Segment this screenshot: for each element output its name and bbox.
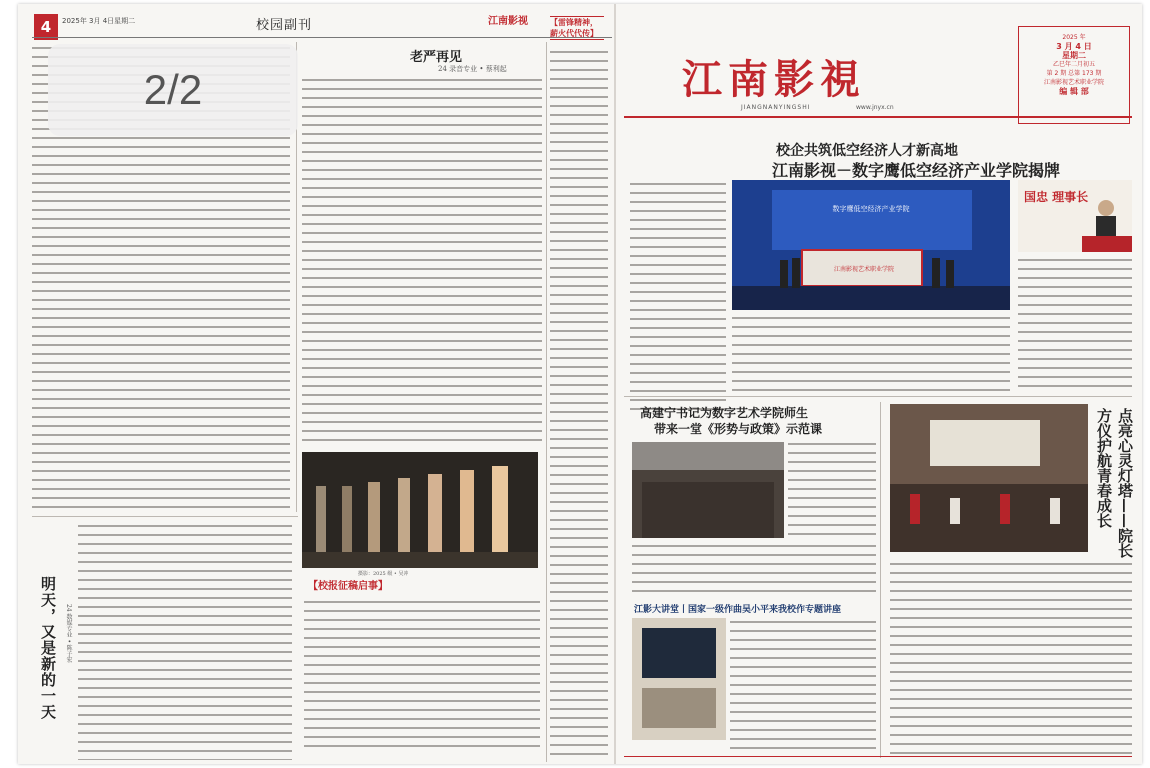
page-date: 2025年 3月 4日星期二 <box>62 17 136 25</box>
lead-text-left <box>630 180 726 414</box>
essay-title: 老严再见 <box>410 50 463 65</box>
lead-photo <box>732 180 1010 310</box>
info-year: 2025 年 <box>1062 34 1086 41</box>
header-rule <box>32 37 612 38</box>
column-divider <box>880 402 881 758</box>
story2-photo <box>632 442 784 538</box>
info-issue: 第 2 期 总第 173 期 <box>1046 70 1102 77</box>
horizontal-divider <box>624 396 1132 397</box>
story2-text <box>788 440 876 538</box>
lead-headline-1: 校企共筑低空经济人才新高地 <box>776 143 958 159</box>
narrow-column-text <box>550 48 608 758</box>
issue-info-box <box>1018 26 1130 124</box>
masthead-url: www.jnyx.cn <box>856 104 894 111</box>
masthead-rule <box>624 116 1132 118</box>
lecture-slide-illustration <box>632 618 726 740</box>
info-label: 编 辑 部 <box>1059 87 1089 96</box>
column-title: 【雷锋精神，薪火代代传】 <box>550 16 604 40</box>
speaker-photo <box>1018 180 1132 252</box>
meeting-room-illustration <box>890 404 1088 552</box>
lead-headline-2: 江南影视－数字鹰低空经济产业学院揭牌 <box>772 161 1061 180</box>
info-weekday: 星期二 <box>1062 51 1086 60</box>
info-publisher: 江南影视艺术职业学院 <box>1043 79 1104 86</box>
story4-photo <box>632 618 726 740</box>
classroom-illustration <box>632 442 784 538</box>
essay-byline: 24 录音专业 • 蔡利起 <box>438 65 507 73</box>
info-date: 3 月 4 日 <box>1056 42 1092 51</box>
building-pillars-illustration <box>302 452 538 568</box>
page-number-badge: 4 <box>34 14 58 40</box>
side-essay-byline: 24 数媒专业 • 陈子宏 <box>65 604 72 663</box>
masthead-en: JIANGNANYINGSHI <box>741 104 811 111</box>
footer-rule <box>624 756 1132 757</box>
submission-box-title: 【校报征稿启事】 <box>308 581 388 592</box>
story4-text <box>730 618 876 754</box>
story3-photo <box>890 404 1088 552</box>
left-page <box>18 4 614 764</box>
side-essay-title: 明天，又是新的一天 <box>39 576 57 720</box>
right-page <box>616 4 1142 764</box>
speaker-photo-text: 国忠 理事长 <box>1024 190 1089 204</box>
lead-photo-banner-1: 数字鹰低空经济产业学院 <box>832 205 910 213</box>
horizontal-divider <box>32 516 298 517</box>
column-divider <box>546 42 547 762</box>
submission-text <box>304 598 540 754</box>
story2-title-1: 高建宁书记为数字艺术学院师生 <box>640 406 809 420</box>
essay-text <box>302 76 542 444</box>
campus-photo <box>302 452 538 568</box>
masthead: 江南影視 <box>682 56 866 103</box>
story4-title: 江影大讲堂丨国家一级作曲吴小平来我校作专题讲座 <box>634 605 842 615</box>
lead-photo-banner-2: 江南影视艺术职业学院 <box>833 266 894 273</box>
side-essay-text <box>78 522 292 760</box>
section-title: 校园副刊 <box>256 18 313 33</box>
photo-caption: 摄影：2025 级 • 吴冲 <box>358 571 409 577</box>
lead-text-right <box>1018 256 1132 390</box>
story3-text <box>890 560 1132 754</box>
stage-ceremony-illustration <box>732 180 1010 310</box>
story2-title-2: 带来一堂《形势与政策》示范课 <box>654 422 823 436</box>
lead-text-bottom <box>732 314 1010 398</box>
page-indicator-overlay: 2/2 <box>48 44 298 136</box>
masthead-small: 江南影视 <box>488 16 528 27</box>
info-lunar: 乙巳年二月初五 <box>1052 61 1095 68</box>
story3-title: 点亮心灵灯塔——院长方仪护航青春成长 <box>1095 408 1134 558</box>
newspaper-spread <box>18 4 1142 764</box>
story2-text-bottom <box>632 542 876 596</box>
